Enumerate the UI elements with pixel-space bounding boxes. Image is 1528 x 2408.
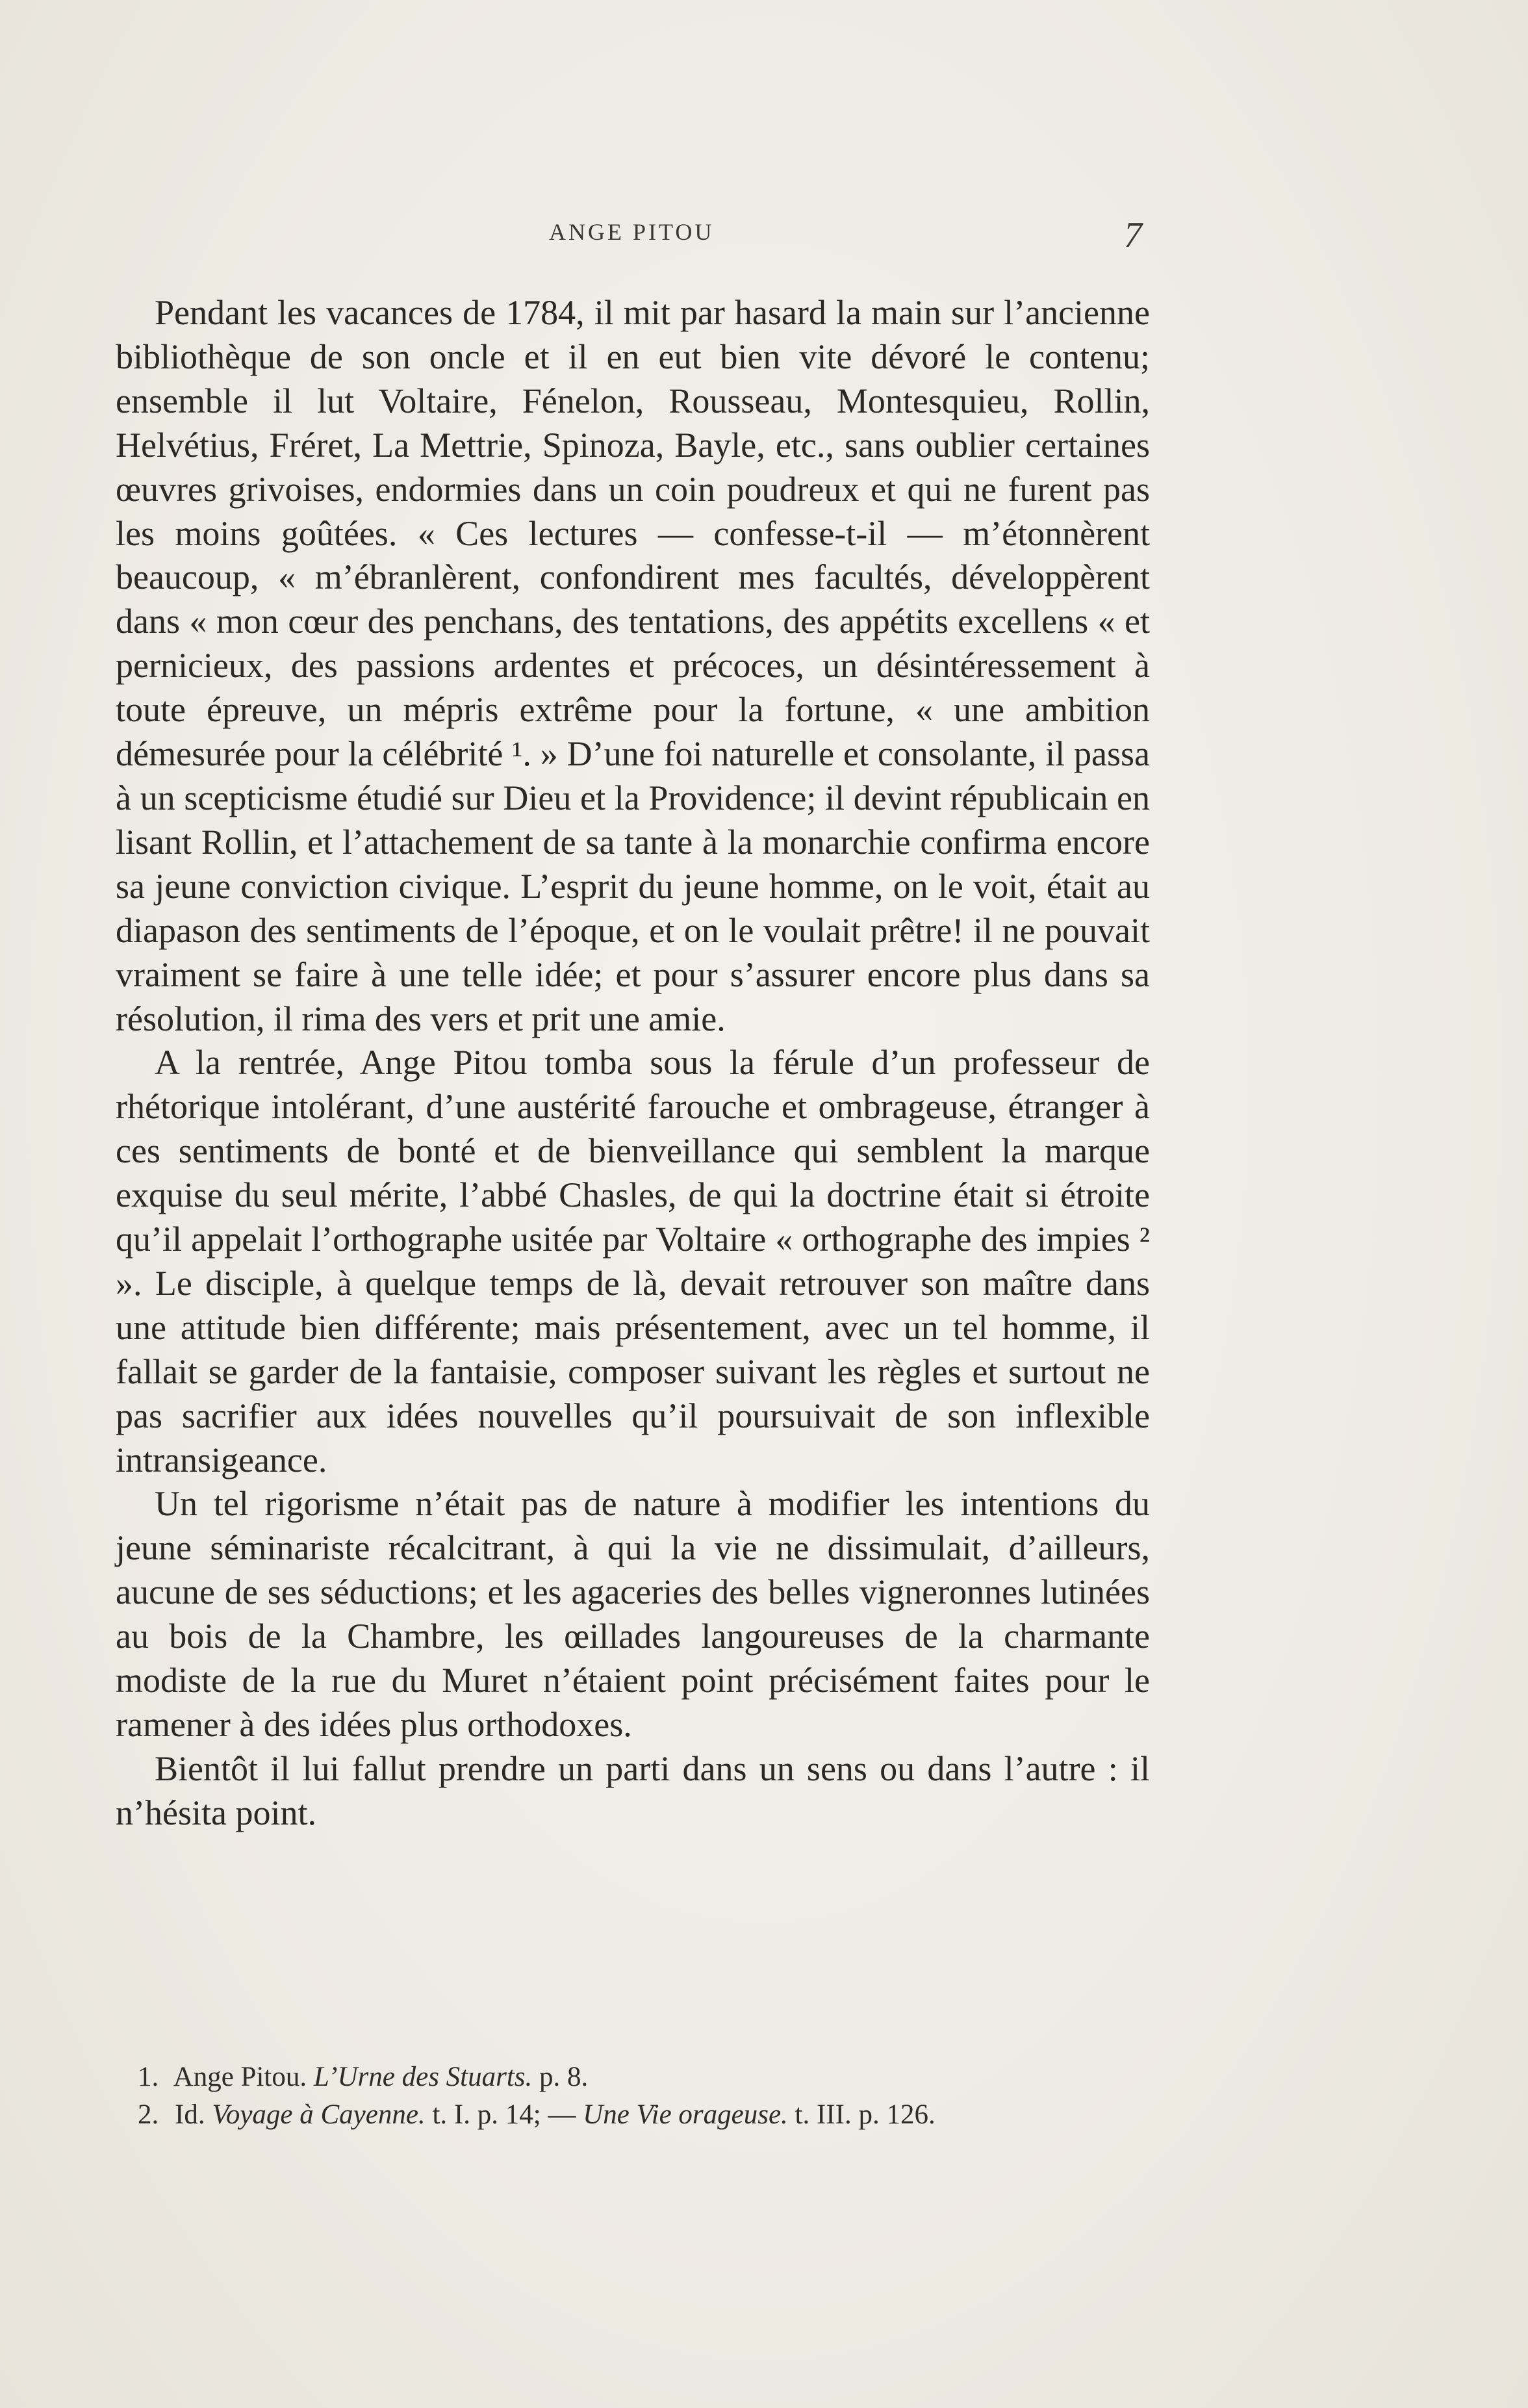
footnote-number: 2. xyxy=(138,2099,159,2130)
footnote-reference: p. 8. xyxy=(539,2062,589,2092)
footnote-title: Une Vie orageuse. xyxy=(583,2099,788,2130)
body-text xyxy=(116,291,1150,1836)
footnote-title: L’Urne des Stuarts. xyxy=(313,2062,533,2092)
footnote-reference: t. III. p. 126. xyxy=(795,2099,936,2130)
footnote-reference: t. I. p. 14; — xyxy=(432,2099,576,2130)
footnote-title: Voyage à Cayenne. xyxy=(212,2099,426,2130)
footnote-author: Id. xyxy=(175,2099,205,2130)
footnote-author: Ange Pitou. xyxy=(173,2062,307,2092)
footnote-number: 1. xyxy=(138,2062,159,2092)
paragraph: Un tel rigorisme n’était pas de nature à modifier les intentions du jeune séminariste récalcitrant, à qui la vie ne dissimulait, d’ailleurs, aucune de ses séductions; et les agaceries des belles vigneronnes lutinées au bois de la Chambre, les œillades langoureuses de la charmante modiste de la rue du Muret n’étaient point précisément faites pour le ramener à des idées plus orthodoxes. xyxy=(116,1484,1150,1744)
paragraph: Pendant les vacances de 1784, il mit par hasard la main sur l’ancienne bibliothèque de son oncle et il en eut bien vite dévoré le contenu; ensemble il lut Voltaire, Fénelon, Rousseau, Montesquieu, Rollin, Helvétius, Fréret, La Mettrie, Spinoza, Bayle, etc., sans oublier certaines œuvres grivoises, endormies dans un coin poudreux et qui ne furent pas les moins goûtées. « Ces lectures — confesse-t-il — m’étonnèrent beaucoup, « m’ébranlèrent, confondirent mes facultés, développèrent dans « mon cœur des penchans, des tentations, des appétits excellens « et pernicieux, des passions ardentes et précoces, un désintéressement à toute épreuve, un mépris extrême pour la fortune, « une ambition démesurée pour la célébrité ¹. » D’une foi naturelle et consolante, il passa à un scepticisme étudié sur Dieu et la Providence; il devint républicain en lisant Rollin, et l’attachement de sa tante à la monarchie confirma encore sa jeune conviction civique. L’esprit du jeune homme, on le voit, était au diapason des sentiments de l’époque, et on le voulait prêtre! il ne pouvait vraiment se faire à une telle idée; et pour s’assurer encore plus dans sa résolution, il rima des vers et prit une amie. xyxy=(116,293,1150,1038)
running-head: ANGE PITOU xyxy=(549,219,715,245)
paragraph: A la rentrée, Ange Pitou tomba sous la férule d’un professeur de rhétorique intolérant, d’une austérité farouche et ombrageuse, étranger à ces sentiments de bonté et de bienveillance qui semblent la marque exquise du seul mérite, l’abbé Chasles, de qui la doctrine était si étroite qu’il appelait l’orthographe usitée par Voltaire « orthographe des impies ² ». Le disciple, à quelque temps de là, devait retrouver son maître dans une attitude bien différente; mais présentement, avec un tel homme, il fallait se garder de la fantaisie, composer suivant les règles et surtout ne pas sacrifier aux idées nouvelles qu’il poursuivait de son inflexible intransigeance. xyxy=(116,1043,1150,1479)
footnote xyxy=(138,2096,1151,2134)
page-number: 7 xyxy=(1124,215,1142,255)
footnotes xyxy=(138,2058,1151,2134)
paragraph: Bientôt il lui fallut prendre un parti dans un sens ou dans l’autre : il n’hésita point. xyxy=(116,1748,1150,1832)
footnote xyxy=(138,2058,1151,2096)
